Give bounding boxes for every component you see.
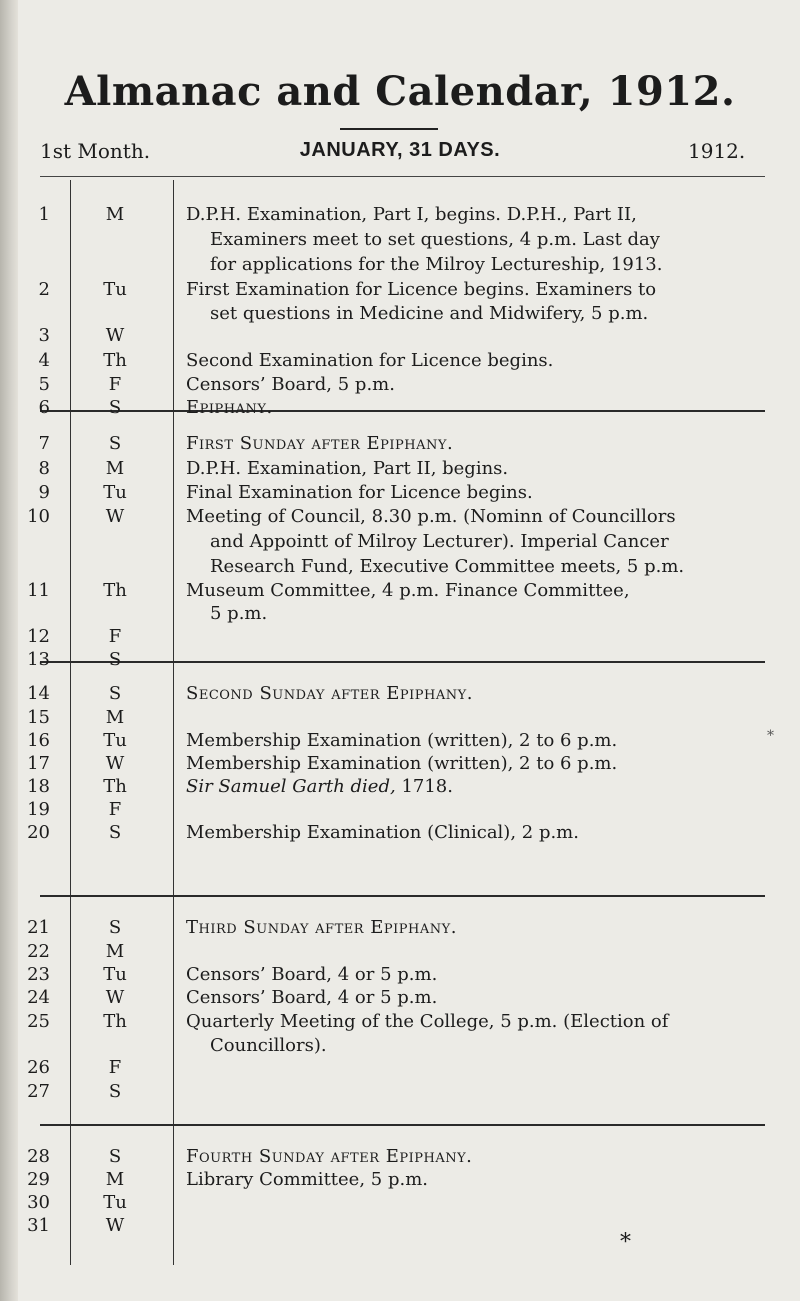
weekday: S	[108, 917, 122, 938]
page-title: Almanac and Calendar, 1912.	[64, 68, 736, 115]
day-number: 14	[27, 683, 50, 704]
day-number: 5	[38, 374, 50, 395]
event-line: D.P.H. Examination, Part I, begins. D.P.H., Part II,	[186, 204, 637, 225]
event-line: Museum Committee, 4 p.m. Finance Committee,	[186, 580, 630, 601]
weekday: S	[108, 1146, 122, 1167]
event-line: Censors’ Board, 4 or 5 p.m.	[186, 964, 438, 985]
event-line: Membership Examination (Clinical), 2 p.m.	[186, 822, 579, 843]
day-number: 27	[27, 1081, 50, 1102]
day-number: 8	[38, 458, 50, 479]
weekday: S	[108, 649, 122, 670]
sunday-heading: Second Sunday after Epiphany.	[186, 683, 473, 704]
day-number: 7	[38, 433, 50, 454]
day-number: 31	[27, 1215, 50, 1236]
day-number: 4	[38, 350, 50, 371]
weekday: W	[105, 753, 125, 774]
event-line: Censors’ Board, 4 or 5 p.m.	[186, 987, 438, 1008]
anniversary-year: 1718.	[401, 776, 453, 797]
event-line: 5 p.m.	[210, 603, 268, 624]
event-line: D.P.H. Examination, Part II, begins.	[186, 458, 509, 479]
day-number: 11	[27, 580, 50, 601]
event-line: Membership Examination (written), 2 to 6 p.m.	[186, 753, 618, 774]
day-number: 20	[27, 822, 50, 843]
event-line: Meeting of Council, 8.30 p.m. (Nominn of Councillors	[186, 506, 676, 527]
month-ordinal: 1st Month.	[40, 139, 151, 163]
week-separator	[40, 1124, 765, 1126]
feast-day: Epiphany.	[186, 397, 273, 418]
column-rule-2	[173, 180, 174, 1265]
event-line: Membership Examination (written), 2 to 6 p.m.	[186, 730, 618, 751]
weekday: F	[108, 626, 122, 647]
day-number: 19	[27, 799, 50, 820]
weekday: M	[105, 707, 125, 728]
event-line: Councillors).	[210, 1035, 327, 1056]
day-number: 15	[27, 707, 50, 728]
day-number: 18	[27, 776, 50, 797]
event-line: Research Fund, Executive Committee meets, 5 p.m.	[210, 556, 685, 577]
event-line: Final Examination for Licence begins.	[186, 482, 533, 503]
sunday-heading: First Sunday after Epiphany.	[186, 433, 454, 454]
weekday: S	[108, 683, 122, 704]
weekday: Tu	[103, 730, 127, 751]
weekday: Tu	[103, 279, 127, 300]
day-number: 10	[27, 506, 50, 527]
event-line: First Examination for Licence begins. Examiners to	[186, 279, 657, 300]
weekday: F	[108, 1057, 122, 1078]
weekday: M	[105, 204, 125, 225]
day-number: 9	[38, 482, 50, 503]
event-line	[186, 775, 756, 799]
day-number: 21	[27, 917, 50, 938]
weekday: M	[105, 941, 125, 962]
weekday: Th	[103, 580, 127, 601]
title-rule	[340, 128, 438, 130]
event-line: Library Committee, 5 p.m.	[186, 1169, 428, 1190]
weekday: F	[108, 374, 122, 395]
event-line: and Appointt of Milroy Lecturer). Imperial Cancer	[210, 531, 669, 552]
weekday: Th	[103, 776, 127, 797]
weekday: W	[105, 1215, 125, 1236]
weekday: S	[108, 397, 122, 418]
month-title: JANUARY, 31 DAYS.	[299, 139, 501, 161]
day-number: 22	[27, 941, 50, 962]
weekday: Tu	[103, 964, 127, 985]
day-number: 2	[38, 279, 50, 300]
weekday: Th	[103, 350, 127, 371]
day-number: 25	[27, 1011, 50, 1032]
day-number: 12	[27, 626, 50, 647]
weekday: S	[108, 822, 122, 843]
event-line: Second Examination for Licence begins.	[186, 350, 554, 371]
weekday: Th	[103, 1011, 127, 1032]
footer-asterisk: *	[620, 1230, 631, 1255]
event-line: Examiners meet to set questions, 4 p.m. Last day	[210, 229, 660, 250]
day-number: 29	[27, 1169, 50, 1190]
weekday: W	[105, 987, 125, 1008]
weekday: Tu	[103, 1192, 127, 1213]
weekday: M	[105, 458, 125, 479]
weekday: S	[108, 1081, 122, 1102]
event-line: set questions in Medicine and Midwifery, 5 p.m.	[210, 303, 649, 324]
year-label: 1912.	[688, 139, 746, 163]
margin-mark: *	[767, 728, 774, 744]
day-number: 3	[38, 325, 50, 346]
weekday: W	[105, 506, 125, 527]
event-line: Quarterly Meeting of the College, 5 p.m. (Election of	[186, 1011, 669, 1032]
day-number: 1	[38, 204, 50, 225]
weekday: M	[105, 1169, 125, 1190]
event-line: Censors’ Board, 5 p.m.	[186, 374, 395, 395]
day-number: 6	[38, 397, 50, 418]
day-number: 13	[27, 649, 50, 670]
header-rule	[40, 176, 765, 177]
event-line: for applications for the Milroy Lectureship, 1913.	[210, 254, 663, 275]
day-number: 17	[27, 753, 50, 774]
weekday: Tu	[103, 482, 127, 503]
sunday-heading: Fourth Sunday after Epiphany.	[186, 1146, 473, 1167]
column-rule-1	[70, 180, 71, 1265]
day-number: 24	[27, 987, 50, 1008]
week-separator	[40, 895, 765, 897]
day-number: 30	[27, 1192, 50, 1213]
week-separator	[40, 661, 765, 663]
sunday-heading: Third Sunday after Epiphany.	[186, 917, 457, 938]
weekday: S	[108, 433, 122, 454]
weekday: W	[105, 325, 125, 346]
day-number: 28	[27, 1146, 50, 1167]
day-number: 26	[27, 1057, 50, 1078]
weekday: F	[108, 799, 122, 820]
anniversary-text: Sir Samuel Garth died,	[186, 776, 396, 797]
day-number: 23	[27, 964, 50, 985]
day-number: 16	[27, 730, 50, 751]
